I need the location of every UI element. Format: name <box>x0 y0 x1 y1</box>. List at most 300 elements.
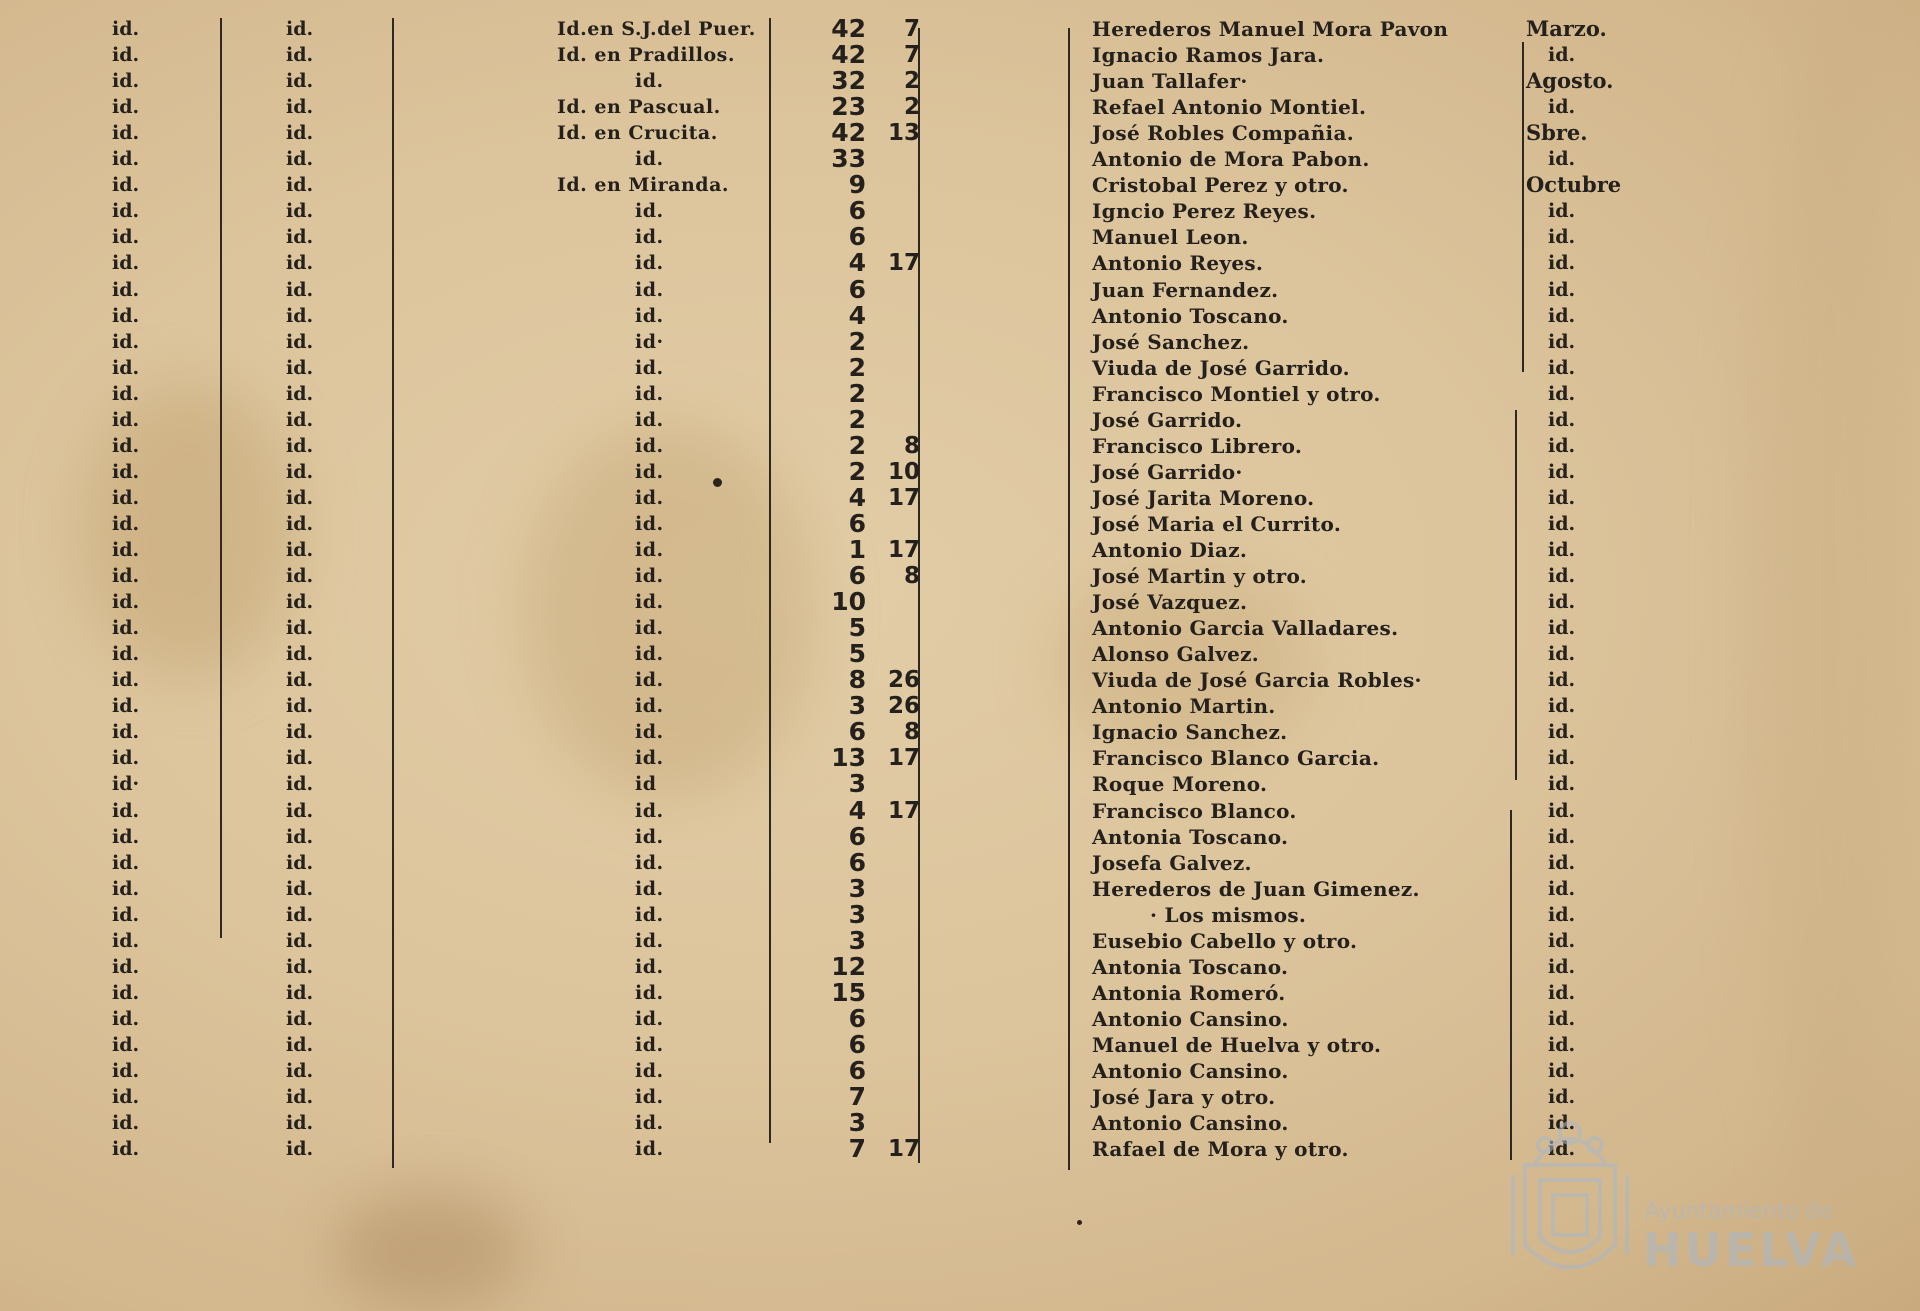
month-cell: id. <box>1548 382 1576 405</box>
quantity-cell: 8 <box>848 665 866 695</box>
col-b-cell: id. <box>286 955 314 978</box>
table-row <box>0 537 1920 563</box>
quantity-cell: 7 <box>848 1134 866 1164</box>
month-cell: id. <box>1548 903 1576 926</box>
table-row <box>0 925 1920 955</box>
col-b-cell: id. <box>286 252 314 275</box>
col-b-cell: id. <box>286 460 314 483</box>
fraction-cell: 8 <box>903 563 920 590</box>
quantity-cell: 4 <box>848 300 866 330</box>
col-b-cell: id. <box>286 695 314 718</box>
col-a-cell: id. <box>112 18 140 40</box>
table-row <box>0 430 1920 460</box>
table-row <box>0 821 1920 851</box>
month-cell: id. <box>1548 591 1576 614</box>
name-cell: Antonio Cansino. <box>1092 1006 1289 1031</box>
location-cell: Id. en Pradillos. <box>557 44 735 67</box>
quantity-cell: 9 <box>848 170 866 200</box>
location-cell: id. <box>635 877 664 900</box>
name-cell: Ignacio Sanchez. <box>1092 720 1288 745</box>
quantity-cell: 2 <box>848 326 866 356</box>
col-b-cell: id. <box>286 877 314 900</box>
name-cell: Francisco Librero. <box>1092 433 1303 458</box>
col-a-cell: id. <box>112 70 140 93</box>
month-cell: id. <box>1548 1060 1576 1082</box>
name-cell: José Jara y otro. <box>1092 1085 1276 1110</box>
location-cell: id. <box>635 929 664 952</box>
name-cell: José Jarita Moreno. <box>1092 485 1315 510</box>
col-a-cell: id. <box>112 200 140 223</box>
col-a-cell: id. <box>112 460 140 483</box>
month-cell: id. <box>1548 148 1576 171</box>
location-cell: id. <box>635 278 664 301</box>
table-row <box>0 951 1920 981</box>
location-cell: id. <box>635 434 664 457</box>
col-a-cell: id. <box>112 1033 140 1056</box>
month-cell: id. <box>1548 981 1576 1004</box>
location-cell: id· <box>635 330 664 353</box>
col-a-cell: id. <box>112 1060 140 1082</box>
quantity-cell: 5 <box>848 613 866 643</box>
month-cell: id. <box>1548 851 1576 874</box>
month-cell: id. <box>1548 1086 1576 1109</box>
col-b-cell: id. <box>286 382 314 405</box>
col-a-cell: id· <box>112 773 140 796</box>
col-a-cell: id. <box>112 695 140 718</box>
name-cell: Antonio de Mora Pabon. <box>1092 147 1370 172</box>
month-cell: id. <box>1548 1033 1576 1056</box>
month-cell: Marzo. <box>1526 16 1607 41</box>
col-b-cell: id. <box>286 304 314 327</box>
col-b-cell: id. <box>286 643 314 666</box>
name-cell: Antonia Romeró. <box>1092 980 1286 1005</box>
quantity-cell: 23 <box>831 92 866 122</box>
table-row <box>0 198 1920 224</box>
quantity-cell: 6 <box>848 508 866 538</box>
col-a-cell: id. <box>112 955 140 978</box>
table-row <box>0 300 1920 330</box>
name-cell: Alonso Galvez. <box>1092 642 1260 667</box>
location-cell: id. <box>635 903 664 926</box>
location-cell: Id. en Crucita. <box>557 122 718 145</box>
table-row <box>0 172 1920 198</box>
quantity-cell: 6 <box>848 274 866 304</box>
quantity-cell: 3 <box>848 873 866 903</box>
fraction-cell: 17 <box>887 1136 920 1163</box>
location-cell: id. <box>635 486 664 509</box>
quantity-cell: 2 <box>848 430 866 460</box>
quantity-cell: 6 <box>848 1056 866 1085</box>
location-cell: id. <box>635 799 664 822</box>
quantity-cell: 6 <box>848 222 866 252</box>
quantity-cell: 2 <box>848 404 866 434</box>
name-cell: Josefa Galvez. <box>1092 850 1252 875</box>
month-cell: id. <box>1548 96 1576 119</box>
col-a-cell: id. <box>112 981 140 1004</box>
fraction-cell: 17 <box>887 537 920 563</box>
col-a-cell: id. <box>112 252 140 275</box>
name-cell: José Robles Compañia. <box>1092 121 1354 146</box>
name-cell: Francisco Blanco Garcia. <box>1092 746 1380 771</box>
name-cell: Viuda de José Garcia Robles· <box>1092 668 1422 693</box>
col-a-cell: id. <box>112 330 140 353</box>
col-a-cell: id. <box>112 747 140 770</box>
month-cell: id. <box>1548 747 1576 770</box>
name-cell: José Garrido. <box>1092 407 1243 432</box>
month-cell: id. <box>1548 304 1576 327</box>
table-row <box>0 563 1920 589</box>
col-b-cell: id. <box>286 96 314 119</box>
col-b-cell: id. <box>286 434 314 457</box>
table-row <box>0 456 1920 486</box>
location-cell: id. <box>635 721 664 744</box>
name-cell: Antonio Diaz. <box>1092 538 1248 562</box>
quantity-cell: 4 <box>848 482 866 512</box>
fraction-cell: 13 <box>887 120 920 147</box>
fraction-cell: 8 <box>903 719 920 746</box>
col-a-cell: id. <box>112 565 140 588</box>
location-cell: id. <box>635 591 664 614</box>
month-cell: id. <box>1548 408 1576 431</box>
col-b-cell: id. <box>286 200 314 223</box>
col-b-cell: id. <box>286 669 314 692</box>
month-cell: Octubre <box>1526 172 1622 198</box>
name-cell: Antonia Toscano. <box>1092 954 1289 979</box>
table-row <box>0 16 1920 42</box>
month-cell: id. <box>1548 1138 1576 1161</box>
month-cell: id. <box>1548 877 1576 900</box>
col-b-cell: id. <box>286 747 314 770</box>
quantity-cell: 5 <box>848 639 866 669</box>
month-cell: id. <box>1548 434 1576 457</box>
quantity-cell: 13 <box>831 743 866 773</box>
col-a-cell: id. <box>112 174 140 197</box>
month-cell: id. <box>1548 721 1576 744</box>
col-b-cell: id. <box>286 486 314 509</box>
table-row <box>0 224 1920 250</box>
quantity-cell: 42 <box>831 14 866 43</box>
col-a-cell: id. <box>112 148 140 171</box>
month-cell: id. <box>1548 1007 1576 1030</box>
location-cell: id. <box>635 1086 664 1109</box>
col-b-cell: id. <box>286 512 314 535</box>
month-cell: id. <box>1548 278 1576 301</box>
quantity-cell: 7 <box>848 1082 866 1112</box>
col-a-cell: id. <box>112 617 140 640</box>
location-cell: id. <box>635 200 664 223</box>
quantity-cell: 32 <box>831 66 866 96</box>
location-cell: id. <box>635 643 664 666</box>
location-cell: id. <box>635 1033 664 1056</box>
table-row <box>0 250 1920 276</box>
quantity-cell: 6 <box>848 821 866 851</box>
col-b-cell: id. <box>286 44 314 67</box>
name-cell: Antonio Reyes. <box>1092 251 1264 276</box>
location-cell: id. <box>635 695 664 718</box>
month-cell: id. <box>1548 330 1576 353</box>
month-cell: Agosto. <box>1526 68 1614 94</box>
col-b-cell: id. <box>286 799 314 822</box>
col-b-cell: id. <box>286 539 314 561</box>
name-cell: José Vazquez. <box>1092 590 1248 615</box>
month-cell: id. <box>1548 643 1576 666</box>
month-cell: id. <box>1548 512 1576 535</box>
watermark <box>1505 1105 1905 1295</box>
location-cell: id. <box>635 1138 664 1161</box>
location-cell: id. <box>635 981 664 1004</box>
month-cell: id. <box>1548 799 1576 822</box>
col-b-cell: id. <box>286 1086 314 1109</box>
location-cell: id. <box>635 226 664 249</box>
col-b-cell: id. <box>286 174 314 197</box>
location-cell: Id. en Miranda. <box>557 174 730 197</box>
name-cell: Antonio Toscano. <box>1092 303 1289 328</box>
col-a-cell: id. <box>112 539 140 561</box>
col-a-cell: id. <box>112 44 140 67</box>
quantity-cell: 3 <box>848 769 866 799</box>
col-a-cell: id. <box>112 434 140 457</box>
location-cell: Id. en Pascual. <box>557 96 721 119</box>
fraction-cell: 17 <box>887 484 920 511</box>
month-cell: id. <box>1548 356 1576 379</box>
table-row <box>0 326 1920 356</box>
name-cell: Francisco Blanco. <box>1092 798 1297 823</box>
name-cell: Antonio Cansino. <box>1092 1059 1289 1083</box>
location-cell: id. <box>635 512 664 535</box>
table-row <box>0 1003 1920 1033</box>
month-cell: id. <box>1548 773 1576 796</box>
col-a-cell: id. <box>112 877 140 900</box>
name-cell: Igncio Perez Reyes. <box>1092 199 1317 224</box>
quantity-cell: 42 <box>831 118 866 148</box>
month-cell: id. <box>1548 252 1576 275</box>
name-cell: Viuda de José Garrido. <box>1092 355 1350 380</box>
quantity-cell: 15 <box>831 977 866 1007</box>
location-cell: id. <box>635 356 664 379</box>
location-cell: id. <box>635 851 664 874</box>
location-cell: id. <box>635 539 664 561</box>
col-b-cell: id. <box>286 721 314 744</box>
name-cell: José Garrido· <box>1092 459 1243 484</box>
col-b-cell: id. <box>286 1138 314 1161</box>
table-row <box>0 899 1920 929</box>
fraction-cell: 26 <box>887 667 920 694</box>
col-b-cell: id. <box>286 330 314 353</box>
location-cell: id <box>635 773 657 796</box>
col-a-cell: id. <box>112 382 140 405</box>
location-cell: id. <box>635 70 664 93</box>
location-cell: id. <box>635 955 664 978</box>
table-row <box>0 693 1920 719</box>
location-cell: id. <box>635 460 664 483</box>
month-cell: id. <box>1548 226 1576 249</box>
name-cell: Antonio Garcia Valladares. <box>1092 616 1399 641</box>
fraction-cell: 7 <box>903 42 920 69</box>
coat-of-arms-icon <box>1505 1105 1635 1295</box>
table-row <box>0 508 1920 538</box>
col-b-cell: id. <box>286 226 314 249</box>
quantity-cell: 1 <box>848 535 866 564</box>
quantity-cell: 6 <box>848 717 866 747</box>
quantity-cell: 2 <box>848 352 866 382</box>
col-a-cell: id. <box>112 591 140 614</box>
quantity-cell: 6 <box>848 1003 866 1033</box>
fraction-cell: 17 <box>887 797 920 824</box>
table-row <box>0 42 1920 68</box>
month-cell: id. <box>1548 695 1576 718</box>
location-cell: id. <box>635 1112 664 1135</box>
col-a-cell: id. <box>112 643 140 666</box>
name-cell: José Maria el Currito. <box>1092 511 1342 536</box>
col-b-cell: id. <box>286 591 314 614</box>
col-a-cell: id. <box>112 851 140 874</box>
col-b-cell: id. <box>286 825 314 848</box>
quantity-cell: 2 <box>848 456 866 486</box>
month-cell: id. <box>1548 460 1576 483</box>
table-row <box>0 146 1920 172</box>
month-cell: id. <box>1548 825 1576 848</box>
watermark-line-2: HUELVA <box>1643 1223 1860 1277</box>
fraction-cell: 2 <box>903 94 920 121</box>
table-row <box>0 68 1920 94</box>
table-row <box>0 352 1920 382</box>
month-cell: id. <box>1548 565 1576 588</box>
col-b-cell: id. <box>286 929 314 952</box>
month-cell: id. <box>1548 486 1576 509</box>
col-a-cell: id. <box>112 122 140 145</box>
col-b-cell: id. <box>286 70 314 93</box>
month-cell: id. <box>1548 200 1576 223</box>
table-row <box>0 873 1920 903</box>
name-cell: Juan Fernandez. <box>1092 277 1279 302</box>
col-b-cell: id. <box>286 1112 314 1135</box>
table-row <box>0 589 1920 615</box>
location-cell: id. <box>635 408 664 431</box>
name-cell: Francisco Montiel y otro. <box>1092 381 1381 406</box>
quantity-cell: 4 <box>848 248 866 278</box>
col-b-cell: id. <box>286 408 314 431</box>
col-b-cell: id. <box>286 18 314 40</box>
quantity-cell: 6 <box>848 847 866 877</box>
quantity-cell: 33 <box>831 144 866 174</box>
name-cell: Antonio Cansino. <box>1092 1111 1289 1136</box>
quantity-cell: 6 <box>848 561 866 591</box>
col-b-cell: id. <box>286 1007 314 1030</box>
col-a-cell: id. <box>112 669 140 692</box>
col-a-cell: id. <box>112 408 140 431</box>
fraction-cell: 10 <box>887 458 920 485</box>
location-cell: id. <box>635 617 664 640</box>
table-row <box>0 120 1920 146</box>
month-cell: id. <box>1548 539 1576 561</box>
quantity-cell: 6 <box>848 1029 866 1059</box>
quantity-cell: 4 <box>848 795 866 825</box>
table-row <box>0 1029 1920 1059</box>
col-a-cell: id. <box>112 1112 140 1135</box>
table-row <box>0 771 1920 797</box>
quantity-cell: 12 <box>831 951 866 981</box>
col-a-cell: id. <box>112 825 140 848</box>
table-row <box>0 94 1920 120</box>
quantity-cell: 2 <box>848 378 866 408</box>
col-a-cell: id. <box>112 1086 140 1109</box>
name-cell: · Los mismos. <box>1150 902 1307 927</box>
col-a-cell: id. <box>112 903 140 926</box>
month-cell: id. <box>1548 617 1576 640</box>
month-cell: id. <box>1548 44 1576 67</box>
col-a-cell: id. <box>112 1138 140 1161</box>
quantity-cell: 3 <box>848 925 866 955</box>
col-b-cell: id. <box>286 1060 314 1082</box>
col-a-cell: id. <box>112 799 140 822</box>
col-b-cell: id. <box>286 565 314 588</box>
month-cell: id. <box>1548 955 1576 978</box>
fraction-cell: 17 <box>887 250 920 277</box>
col-a-cell: id. <box>112 929 140 952</box>
month-cell: Sbre. <box>1526 120 1588 146</box>
fraction-cell: 17 <box>887 745 920 772</box>
watermark-line-1: Ayuntamiento de <box>1645 1199 1834 1224</box>
table-row <box>0 274 1920 304</box>
col-a-cell: id. <box>112 721 140 744</box>
fraction-cell: 7 <box>903 16 920 42</box>
name-cell: Juan Tallafer· <box>1092 69 1248 94</box>
col-b-cell: id. <box>286 851 314 874</box>
fraction-cell: 26 <box>887 693 920 720</box>
name-cell: Antonio Martin. <box>1092 694 1276 719</box>
name-cell: José Martin y otro. <box>1092 564 1308 589</box>
col-a-cell: id. <box>112 226 140 249</box>
col-a-cell: id. <box>112 486 140 509</box>
location-cell: id. <box>635 669 664 692</box>
location-cell: id. <box>635 1060 664 1082</box>
col-a-cell: id. <box>112 356 140 379</box>
quantity-cell: 10 <box>831 587 866 617</box>
name-cell: Roque Moreno. <box>1092 772 1268 797</box>
col-b-cell: id. <box>286 1033 314 1056</box>
location-cell: id. <box>635 1007 664 1030</box>
month-cell: id. <box>1548 669 1576 692</box>
location-cell: id. <box>635 747 664 770</box>
table-row <box>0 977 1920 1007</box>
month-cell: id. <box>1548 1112 1576 1135</box>
table-row <box>0 719 1920 745</box>
col-a-cell: id. <box>112 304 140 327</box>
fraction-cell: 2 <box>903 68 920 95</box>
quantity-cell: 6 <box>848 196 866 226</box>
table-row <box>0 482 1920 512</box>
col-a-cell: id. <box>112 512 140 535</box>
table-row <box>0 745 1920 771</box>
table-row <box>0 378 1920 408</box>
col-b-cell: id. <box>286 122 314 145</box>
table-row <box>0 1058 1920 1084</box>
name-cell: Ignacio Ramos Jara. <box>1092 43 1325 68</box>
col-b-cell: id. <box>286 148 314 171</box>
name-cell: Cristobal Perez y otro. <box>1092 173 1349 198</box>
table-row <box>0 615 1920 641</box>
name-cell: Rafael de Mora y otro. <box>1092 1137 1349 1162</box>
name-cell: Manuel de Huelva y otro. <box>1092 1032 1382 1057</box>
location-cell: id. <box>635 304 664 327</box>
col-b-cell: id. <box>286 981 314 1004</box>
name-cell: Refael Antonio Montiel. <box>1092 95 1367 120</box>
name-cell: Eusebio Cabello y otro. <box>1092 928 1358 953</box>
location-cell: id. <box>635 382 664 405</box>
col-a-cell: id. <box>112 96 140 119</box>
location-cell: id. <box>635 148 664 171</box>
location-cell: id. <box>635 252 664 275</box>
